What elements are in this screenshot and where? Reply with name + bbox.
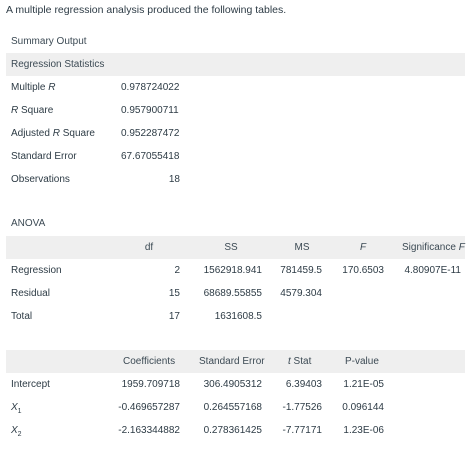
coef-intercept-coefficient: 1959.709718 bbox=[121, 379, 180, 390]
summary-value-multiple-r: 0.978724022 bbox=[121, 82, 180, 93]
anova-header-df: df bbox=[144, 242, 154, 253]
anova-regression-ss: 1562918.941 bbox=[203, 265, 262, 276]
coef-x1-standard-error: 0.264557168 bbox=[203, 402, 262, 413]
coef-x2-t-stat: -7.77171 bbox=[282, 425, 322, 436]
summary-label-r-square: R Square bbox=[11, 105, 54, 116]
summary-label-adjusted-r-square: Adjusted R Square bbox=[11, 128, 95, 139]
anova-label-regression: Regression bbox=[11, 265, 62, 276]
coef-header-standard-error: Standard Error bbox=[199, 356, 265, 367]
anova-regression-df: 2 bbox=[174, 265, 180, 276]
coef-header-coefficients: Coefficients bbox=[123, 356, 176, 367]
anova-regression-f: 170.6503 bbox=[342, 265, 384, 276]
coef-header-p-value: P-value bbox=[345, 356, 379, 367]
anova-label-residual: Residual bbox=[11, 288, 50, 299]
summary-value-adjusted-r-square: 0.952287472 bbox=[121, 128, 180, 139]
coef-x1-coefficient: -0.469657287 bbox=[118, 402, 180, 413]
anova-header-significance-f: Significance F bbox=[402, 242, 465, 253]
anova-total-df: 17 bbox=[168, 311, 180, 322]
summary-label-standard-error: Standard Error bbox=[11, 151, 77, 162]
coef-x2-standard-error: 0.278361425 bbox=[203, 425, 262, 436]
anova-label-total: Total bbox=[11, 311, 33, 322]
coef-intercept-standard-error: 306.4905312 bbox=[203, 379, 262, 390]
coef-intercept-p-value: 1.21E-05 bbox=[343, 379, 384, 390]
anova-regression-significance-f: 4.80907E-11 bbox=[404, 265, 461, 276]
coef-x2-p-value: 1.23E-06 bbox=[343, 425, 384, 436]
anova-residual-ms: 4579.304 bbox=[280, 288, 322, 299]
anova-residual-df: 15 bbox=[168, 288, 180, 299]
coef-intercept-t-stat: 6.39403 bbox=[285, 379, 322, 390]
coef-label-intercept: Intercept bbox=[11, 379, 50, 390]
anova-total-ss: 1631608.5 bbox=[214, 311, 262, 322]
coef-header-t-stat: t Stat bbox=[288, 356, 312, 367]
anova-header-ms: MS bbox=[294, 242, 310, 253]
summary-value-r-square: 0.957900711 bbox=[121, 105, 179, 116]
anova-header-f: F bbox=[359, 242, 367, 253]
summary-label-observations: Observations bbox=[11, 174, 70, 185]
summary-value-standard-error: 67.67055418 bbox=[121, 151, 180, 162]
regression-statistics-header: Regression Statistics bbox=[11, 59, 105, 70]
coef-x2-coefficient: -2.163344882 bbox=[118, 425, 180, 436]
anova-regression-ms: 781459.5 bbox=[280, 265, 322, 276]
coef-label-x1: $X_1$ bbox=[11, 402, 22, 415]
coef-x1-t-stat: -1.77526 bbox=[282, 402, 322, 413]
summary-value-observations: 18 bbox=[168, 174, 180, 185]
summary-label-multiple-r: Multiple R bbox=[11, 82, 56, 93]
summary-caption: Summary Output bbox=[11, 36, 87, 47]
coef-x1-p-value: 0.096144 bbox=[342, 402, 384, 413]
coef-label-x2: $X_2$ bbox=[11, 425, 22, 438]
anova-residual-ss: 68689.55855 bbox=[203, 288, 262, 299]
anova-caption: ANOVA bbox=[11, 218, 46, 229]
anova-header-ss: SS bbox=[224, 242, 238, 253]
intro-text: A multiple regression analysis produced the following tables. bbox=[6, 4, 287, 16]
